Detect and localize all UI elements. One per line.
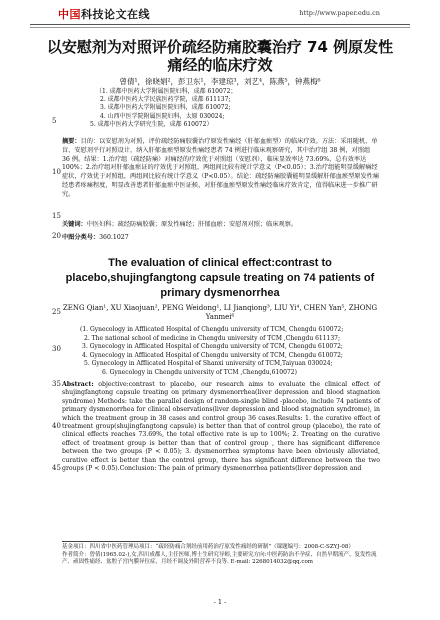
line-number: 40 xyxy=(52,422,61,430)
affiliation-line: 5. 成都中医药大学研究生院，成都 610072） xyxy=(90,120,213,128)
affiliation-en-line: 2. The national school of medicine in Chengdu university of TCM ,Chengdu 611137; xyxy=(84,334,341,342)
authors-en: ZENG Qian¹, XU Xiaojuan², PENG Weidong¹, LI Jianqiong³, LIU Yi⁴, CHEN Yan⁵, ZHONG Yanmei⁶ xyxy=(62,304,378,321)
affiliation-line: （1. 成都中医药大学附属医院妇科，成都 610072； xyxy=(96,88,237,95)
affiliation-en-line: 5. Gynecology in Afflicated Hospital of Shanxi university of TCM,Taiyuan 030024; xyxy=(84,360,333,368)
affiliations-en xyxy=(62,326,380,378)
affiliations-cn xyxy=(90,88,390,129)
page-header xyxy=(0,0,440,30)
header-rule xyxy=(30,24,410,25)
clc-cn-text: 360.1027 xyxy=(99,234,129,241)
logo-red-text: 中国 xyxy=(58,8,81,21)
title-cn: 以安慰剂为对照评价疏经防痛胶囊治疗 74 例原发性痛经的临床疗效 xyxy=(46,38,394,74)
footnote-fund: 基金项目：四川省中医药管理局项目：“疏经防痛合剂经前用药治疗原发性痛经的研制”（课题编号：2008-C-SZYJ-08） xyxy=(62,544,354,550)
affiliation-line: 4. 山西中医学院附属医院妇科，太原 030024; xyxy=(100,112,225,120)
abstract-en-label: Abstract: xyxy=(62,381,94,388)
clc-cn-label: 中图分类号： xyxy=(62,234,100,241)
line-number: 25 xyxy=(52,308,61,316)
abstract-en-text: objective:contrast to placebo, our research aims to evaluate the clinical effect of shujingfangtong capsule treating on primary dysmenorrhea(liver depression and blood stagnation syndrome) Methods: take the parallel design of random-single blind -placebo, include 74 patients of primary dysmenorrhea for clinical observations(liver depression and blood stagnation syndrome), in which the treatment group in 38 cases and control group 36 cases.Results: 1. the curative effect of treatment group(shujingfangtong capsule) is better than that of control group (placebo), the rate of clinical effects reaches 73.69%, the total effective rate is up to 100%; 2. Treating on the curative effect of treatment group is better than that of control group , there has significant difference between the two groups (P < 0.05); 3. dysmenorrhea symptoms have been obviously alleviated, curative effect is better than the control group, there has significant difference between the two groups (P < 0.05).Conclusion: The pain of primary dysmenorrhea patients(liver depression and xyxy=(62,381,381,473)
keywords-cn-label: 关键词： xyxy=(62,221,87,228)
clc-cn xyxy=(62,232,380,241)
abstract-cn xyxy=(62,138,380,200)
line-number: 5 xyxy=(52,117,57,125)
logo-black-text: 科技论文在线 xyxy=(81,8,150,21)
line-number: 20 xyxy=(52,232,61,240)
affiliation-line: 2. 成都中医药大学民族医药学院，成都 611137; xyxy=(100,96,231,104)
site-url[interactable]: http://www.paper.edu.cn xyxy=(299,9,380,17)
footnote-rule xyxy=(62,541,182,542)
abstract-cn-label: 摘要： xyxy=(62,138,81,145)
abstract-cn-text: 目的：以安慰剂为对照，评价疏经防痛胶囊治疗原发性痛经（肝郁血瘀型）的临床疗效。方法：采用随机、单盲、安慰剂平行对照设计，纳入肝郁血瘀型原发性痛经患者 74 例进行临床观察研究，其中治疗组 38 例，对照组 36 例。结果：1.治疗组（疏经防痛）对痛经的疗效优于对照组（安慰剂），临床显效率达 73.69%，总有效率达 100%；2.治疗组对肝郁血瘀证的疗效优于对照组，两组间比较有统计学意义（P<0.05）；3.治疗组能明显缓解痛经症状，疗效优于对照组，两组间比较有统计学意义（P<0.05）。结论：疏经防痛胶囊能明显缓解肝郁血瘀型原发性痛经患者疼痛程度，明显改善患者肝郁血瘀中医证候，对肝郁血瘀型原发性痛经临床疗效肯定，值得临床进一步推广研究。 xyxy=(62,138,380,198)
authors-cn: 曾倩¹，徐晓娟²，彭卫东¹，李建琼³，刘艺⁴，陈燕⁵，钟燕梅⁶ xyxy=(119,77,321,86)
abstract-en xyxy=(62,381,380,473)
line-number: 30 xyxy=(52,345,61,353)
footnote-author: 作者简介：曾倩(1965.02-),女,四川成都人,主任医师,博士生研究导师,主要研究方向:中医药防治不孕症、自然早期流产、复发性流产、顽固性痛经、盆腔子宫内膜异位症、月经不调及外阴营养不良等. E-mail: 2268014032@qq.com xyxy=(62,551,377,566)
line-number: 45 xyxy=(52,464,61,472)
page-number: - 1 - xyxy=(213,598,227,606)
affiliation-line: 3. 成都中医药大学附属医院妇科，成都 610072; xyxy=(100,104,231,112)
affiliation-en-line: (1. Gynecology in Afflicated Hospital of Chengdu university of TCM, Chengdu 610072; xyxy=(80,326,344,333)
footnote xyxy=(62,544,380,567)
affiliation-en-line: 4. Gynecology in Afflicated Hospital of Chengdu university of TCM, Chengdu 610072; xyxy=(82,351,343,359)
keywords-cn-text: 中医妇科；疏经防痛胶囊；原发性痛经；肝郁血瘀；安慰剂对照；临床观察。 xyxy=(86,221,298,228)
header-rule-thin xyxy=(30,27,410,28)
line-number: 15 xyxy=(52,212,61,220)
keywords-cn xyxy=(62,219,380,228)
line-number: 10 xyxy=(52,168,61,176)
line-number: 35 xyxy=(52,380,61,388)
affiliation-en-line: 3. Gynecology in Afflicated Hospital of Chengdu university of TCM, Chengdu 610072; xyxy=(82,343,343,351)
title-en: The evaluation of clinical effect:contrast to placebo,shujingfangtong capsule treating on 74 patients of primary dysmenorrhea xyxy=(65,257,375,299)
affiliation-en-line: 6. Gynecology in Chengdu university of TCM ,Chengdu,610072) xyxy=(102,368,297,376)
site-logo xyxy=(58,6,150,22)
